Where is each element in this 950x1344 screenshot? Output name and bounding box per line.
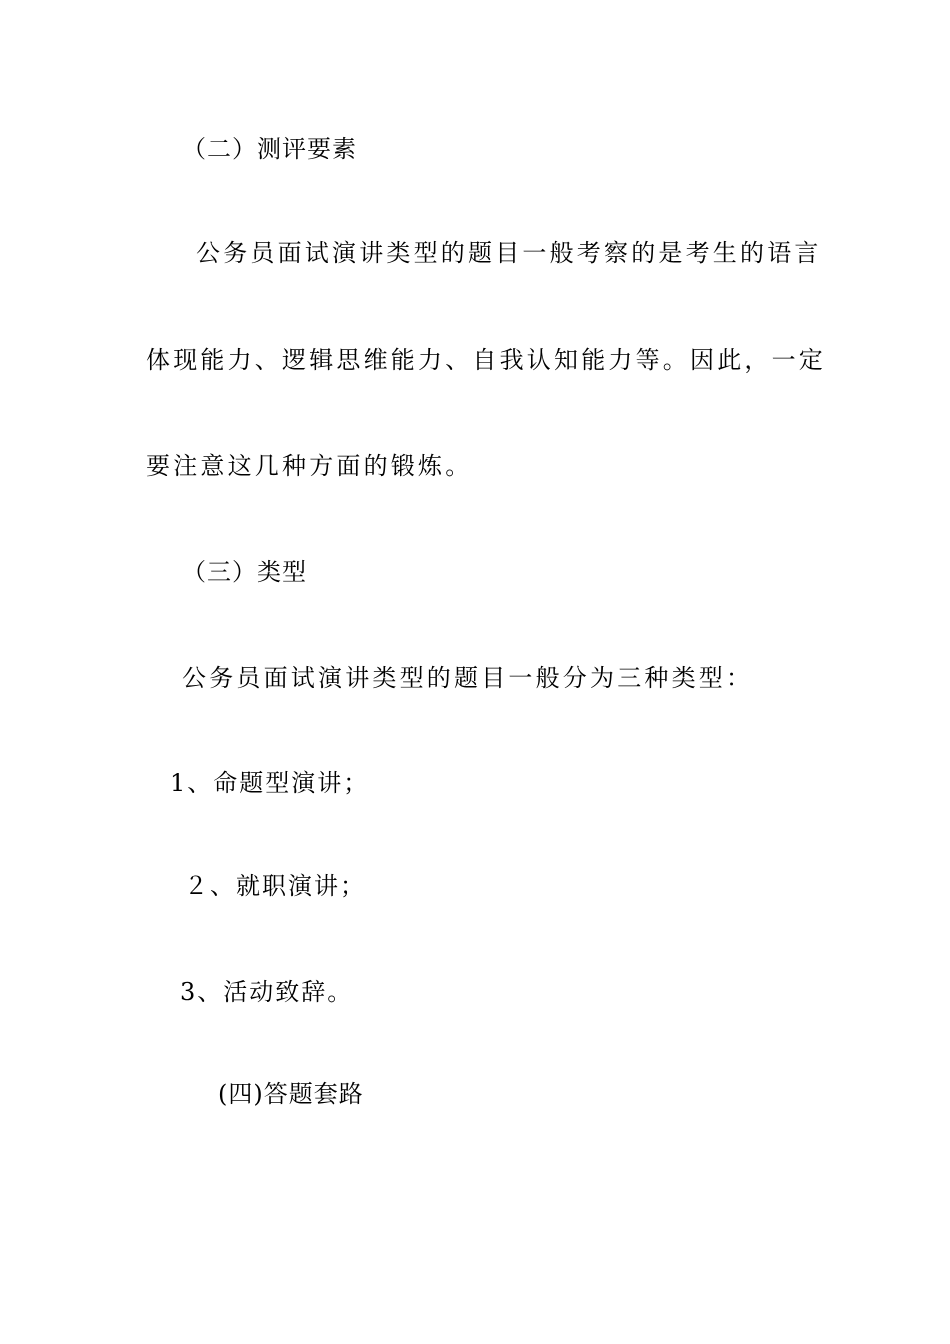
- paragraph-line-1: 公务员面试演讲类型的题目一般考察的是考生的语言: [196, 239, 822, 267]
- list-item-propositional-speech: 1、命题型演讲；: [170, 769, 370, 797]
- section-heading-answer-routine: (四)答题套路: [218, 1080, 364, 1108]
- section-heading-evaluation-elements: （二）测评要素: [182, 135, 357, 163]
- types-intro: 公务员面试演讲类型的题目一般分为三种类型：: [182, 664, 754, 692]
- paragraph-line-3: 要注意这几种方面的锻炼。: [146, 452, 473, 480]
- list-item-event-address: 3、活动致辞。: [180, 978, 354, 1006]
- list-item-inaugural-speech: ２、就职演讲；: [184, 872, 366, 900]
- section-heading-types: （三）类型: [182, 558, 307, 586]
- paragraph-line-2: 体现能力、逻辑思维能力、自我认知能力等。因此，一定: [146, 346, 826, 374]
